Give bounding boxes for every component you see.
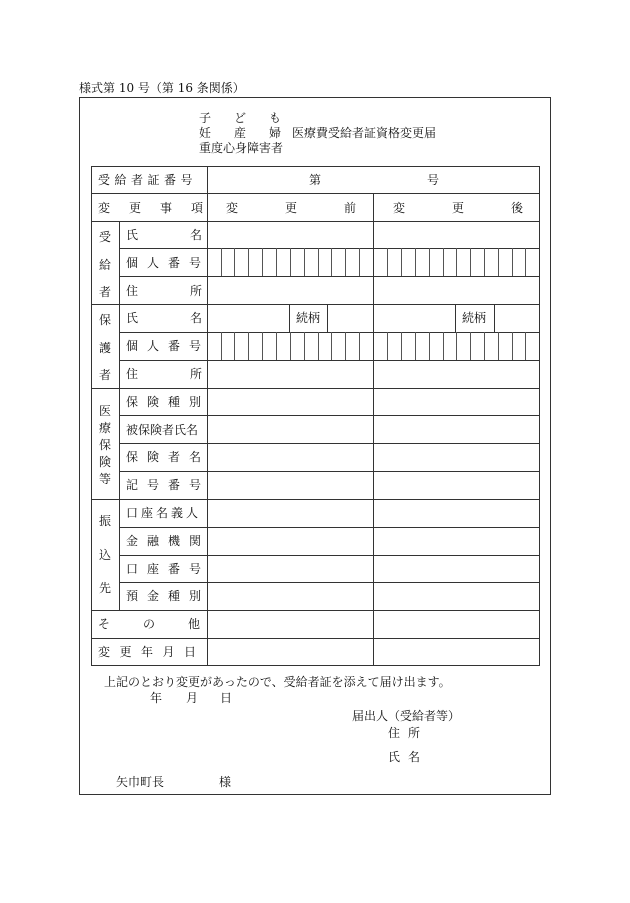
after-label: 変更後 [393,201,571,215]
group-insurance-char: 等 [98,472,111,486]
insurance-type-label: 保険種別 [126,395,211,409]
date-nen: 年 [150,691,163,705]
title-kodomo-char: 子 [199,111,212,125]
guardian-name-label: 氏名 [126,311,255,325]
go-label: 号 [427,173,440,187]
guardian-address-label: 住所 [126,367,255,381]
addressee-sama: 様 [219,775,232,789]
statement-text: 上記のとおり変更があったので、受給者証を添えて届け出ます。 [104,675,451,689]
title-kodomo [199,111,281,125]
group-transfer-char: 先 [98,581,111,595]
before-label: 変更前 [226,201,404,215]
group-guardian-char: 者 [98,368,111,382]
insurer-name-label: 保険者名 [126,450,211,464]
title-ninsanpu [199,126,281,140]
group-insurance-char: 療 [98,421,111,435]
title-ninsanpu-char: 婦 [268,126,281,140]
submitter-name-label: 氏名 [388,750,429,764]
dai-label: 第 [309,173,322,187]
group-recipient-char: 受 [98,230,111,244]
group-recipient-char: 給 [98,257,111,272]
guardian-relation-after-label: 続柄 [462,311,487,325]
change-item-label: 変更事項 [98,201,223,215]
group-guardian-char: 保 [98,313,111,327]
account-number-label: 口座番号 [126,562,211,576]
form-title: 医療費受給者証資格変更届 [292,126,437,140]
title-kodomo-char: も [268,111,281,125]
account-holder-label: 口座名義人 [126,506,202,520]
group-transfer-char: 振 [98,514,111,528]
recipient-number-label: 受給者証番号 [98,173,198,187]
title-kodomo-char: ど [233,111,246,125]
addressee: 矢巾町長 [116,775,165,789]
title-ninsanpu-char: 妊 [199,126,212,140]
guardian-relation-before-label: 続柄 [296,311,321,325]
change-date-label: 変更年月日 [98,645,206,659]
recipient-name-label: 氏名 [126,228,255,242]
symbol-number-label: 記号番号 [126,478,211,492]
deposit-type-label: 預金種別 [126,589,211,603]
date-hi: 日 [220,691,233,705]
form-number-label: 様式第 10 号（第 16 条関係） [79,81,245,95]
date-tsuki: 月 [186,691,199,705]
group-insurance [97,402,113,484]
group-recipient-char: 者 [98,285,111,299]
group-guardian [97,311,113,383]
group-transfer-char: 込 [98,547,111,562]
group-insurance-char: 医 [98,404,111,418]
title-shogaisha: 重度心身障害者 [199,141,284,155]
recipient-number-field[interactable] [254,171,414,191]
submitter-address-label: 住所 [388,726,429,740]
bank-label: 金融機関 [126,534,211,548]
group-guardian-char: 護 [98,340,111,355]
group-insurance-char: 保 [98,438,111,452]
recipient-address-label: 住所 [126,284,255,298]
title-ninsanpu-char: 産 [233,126,246,140]
guardian-id-label: 個人番号 [126,339,211,353]
group-transfer [97,512,113,596]
recipient-id-label: 個人番号 [126,256,211,270]
insured-name-label: 被保険者氏名 [126,423,199,437]
submitter-label: 届出人（受給者等） [352,709,461,723]
other-label: その他 [98,617,234,631]
group-recipient [97,228,113,300]
group-insurance-char: 険 [98,455,111,469]
